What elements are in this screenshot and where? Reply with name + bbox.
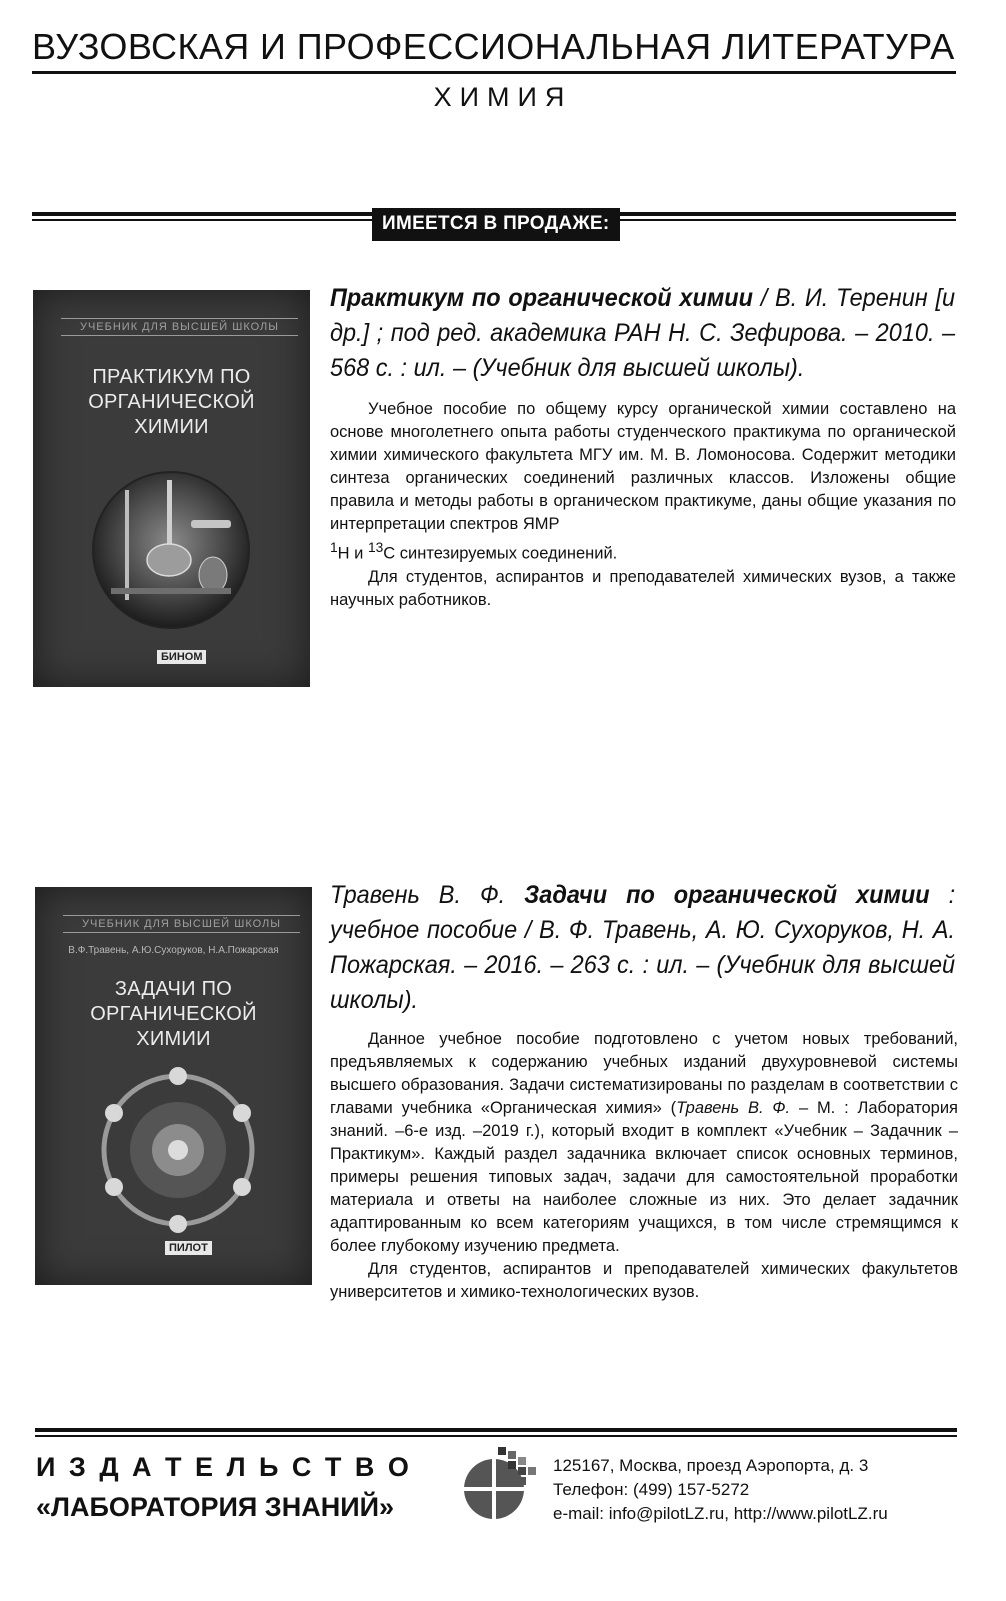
cover-title: ПРАКТИКУМ ПО ОРГАНИЧЕСКОЙ ХИМИИ [88,366,255,438]
book-cover-problems [35,887,312,1285]
footer-rule [35,1428,957,1437]
book-reference [330,878,955,1018]
publisher-address: 125167, Москва, проезд Аэропорта, д. 3 [553,1456,869,1475]
audience-text: Для студентов, аспирантов и преподавателей химических факультетов университетов и химико-технологических вузов. [330,1260,958,1301]
page-title: ВУЗОВСКАЯ И ПРОФЕССИОНАЛЬНАЯ ЛИТЕРАТУРА [32,26,955,67]
cover-publisher-logo: БИНОМ [157,650,206,664]
cover-series-label: УЧЕБНИК ДЛЯ ВЫСШЕЙ ШКОЛЫ [63,915,300,933]
cover-title: ЗАДАЧИ ПО ОРГАНИЧЕСКОЙ ХИМИИ [90,978,257,1050]
publisher-email-web: e-mail: info@pilotLZ.ru, http://www.pilotLZ.ru [553,1504,888,1523]
molecule-illustration [93,1065,263,1235]
book-description [330,398,956,612]
on-sale-banner: ИМЕЕТСЯ В ПРОДАЖЕ: [372,208,620,241]
cover-authors: В.Ф.Травень, А.Ю.Сухоруков, Н.А.Пожарская [68,945,279,956]
book-details: : учебное пособие / В. Ф. Травень, А. Ю. Сухоруков, Н. А. Пожарская. – 2016. – 263 с. : ил. – (Учебник для высшей школы). [330,881,956,1014]
publisher-logo [462,1445,542,1525]
isotope-superscript: 13 [367,540,384,555]
section-subtitle: ХИМИЯ [433,82,573,112]
book-reference [330,281,955,386]
book-cover-practicum [33,290,310,687]
description-text: – М. : Лаборатория знаний. –6-е изд. –2019 г.), который входит в комплект «Учебник – Задачник – Практикум». Каждый раздел задачника включает список основных терминов, примеры решения типовых задач, задачи для самостоятельной проработки материала и ответы на наиболее сложные из них. Это делает задачник адаптированным ко всем категориям учащихся, в том числе стремящимся к более глубокому изучению предмета. [330,1099,958,1255]
description-text: Данное учебное пособие подготовлено с учетом новых требований, предъявляемых к содержанию учебных изданий двухуровневой системы высшего образования. Задачи систематизированы по разделам в соответствии с главами учебника «Органическая химия» ( [330,1030,958,1117]
audience-text: Для студентов, аспирантов и преподавателей химических вузов, а также научных работников. [330,567,956,609]
publisher-name-line2: «ЛАБОРАТОРИЯ ЗНАНИЙ» [36,1492,395,1522]
cover-publisher-logo: ПИЛОТ [165,1241,212,1255]
book-author: Травень В. Ф. [330,881,525,909]
isotope-superscript: 1 [330,540,338,555]
description-text: C синтезируемых соединений. [383,544,618,563]
book-details: / В. И. Теренин [и др.] ; под ред. академика РАН Н. С. Зефирова. – 2010. – 568 с. : ил. – (Учебник для высшей школы). [330,284,956,382]
book-title: Задачи по органической химии [524,881,930,909]
description-text: H и [337,544,368,563]
cover-series-label: УЧЕБНИК ДЛЯ ВЫСШЕЙ ШКОЛЫ [61,318,298,336]
header-rule [32,71,956,74]
description-italic-author: Травень В. Ф. [676,1099,791,1117]
lab-apparatus-illustration [91,470,251,630]
book-description [330,1028,958,1304]
book-title: Практикум по органической химии [330,284,753,312]
publisher-phone: Телефон: (499) 157-5272 [553,1480,750,1499]
publisher-name-line1: И З Д А Т Е Л Ь С Т В О [36,1452,412,1482]
description-text: Учебное пособие по общему курсу органической химии составлено на основе многолетнего опыта работы студенческого практикума по органической химии химического факультета МГУ им. М. В. Ломоносова. Содержит методики синтеза органических соединений различных классов. Изложены общие правила и методы работы в органическом практикуме, даны общие указания по интерпретации спектров ЯМР [330,400,956,533]
footer-contacts [553,1454,888,1526]
